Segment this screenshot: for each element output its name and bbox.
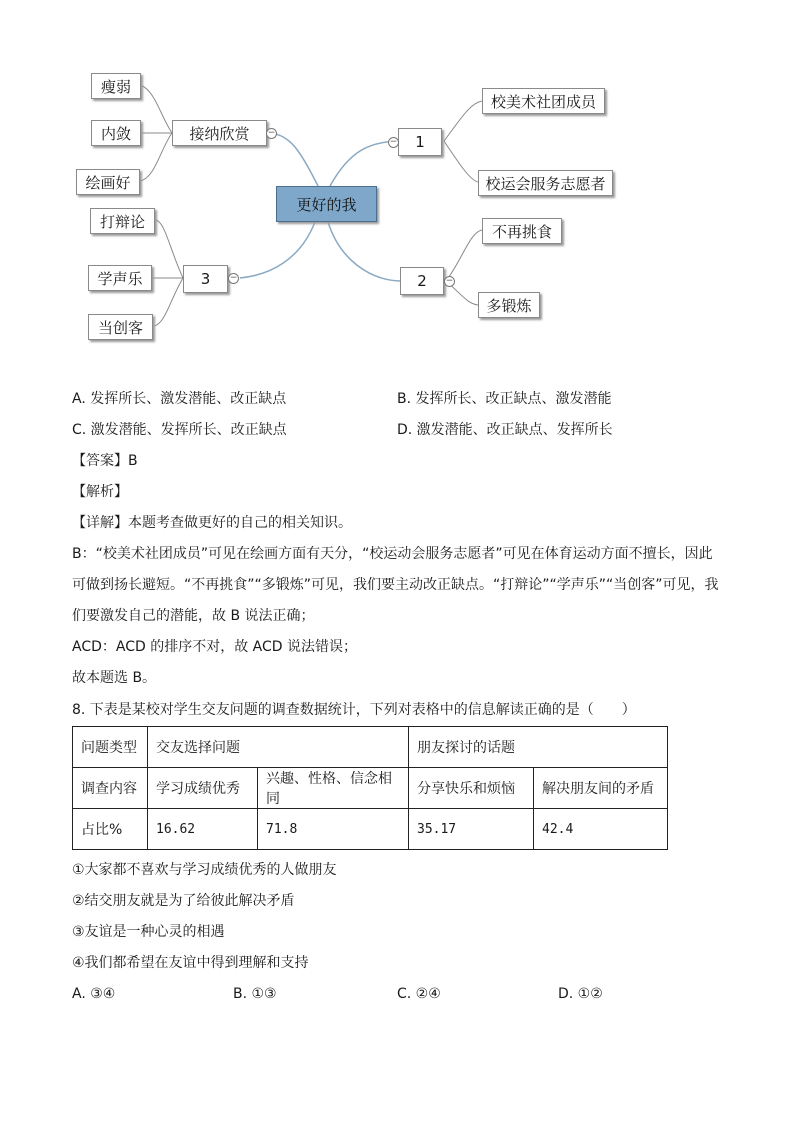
option-c: C. 激发潜能、发挥所长、改正缺点 (72, 422, 287, 438)
detail-heading: 【详解】本题考查做更好的自己的相关知识。 (72, 515, 352, 531)
table-cell: 71.8 (258, 809, 409, 850)
table-cell: 35.17 (409, 809, 534, 850)
answer: 【答案】B (72, 453, 138, 469)
branch-1-child-2: 校运会服务志愿者 (478, 170, 613, 196)
q8-option-c: C. ②④ (397, 986, 441, 1002)
table-cell: 问题类型 (73, 727, 148, 768)
table-cell: 兴趣、性格、信念相同 (258, 768, 409, 809)
branch-3-node: 3 (183, 265, 228, 293)
explanation-line: 故本题选 B。 (72, 670, 157, 686)
table-cell: 交友选择问题 (148, 727, 409, 768)
q8-option-a: A. ③④ (72, 986, 116, 1002)
statement-2: ②结交朋友就是为了给彼此解决矛盾 (72, 893, 295, 909)
explanation-line: B：“校美术社团成员”可见在绘画方面有天分，“校运动会服务志愿者”可见在体育运动方面不擅长，因此 (72, 546, 713, 562)
q8-option-d: D. ①② (558, 986, 603, 1002)
mind-map (0, 0, 794, 360)
table-cell: 学习成绩优秀 (148, 768, 258, 809)
collapse-icon[interactable]: − (229, 273, 238, 283)
option-d: D. 激发潜能、改正缺点、发挥所长 (397, 422, 613, 438)
branch-4-child-1: 瘦弱 (91, 73, 141, 99)
option-b: B. 发挥所长、改正缺点、激发潜能 (397, 391, 612, 407)
branch-3-child-3: 当创客 (88, 314, 153, 340)
branch-4-child-2: 内敛 (91, 120, 141, 146)
branch-4-node: 接纳欣赏 (172, 120, 267, 146)
table-cell: 解决朋友间的矛盾 (534, 768, 668, 809)
collapse-icon[interactable]: − (267, 128, 276, 138)
branch-3-child-1: 打辩论 (90, 208, 155, 234)
question-8-stem: 8. 下表是某校对学生交友问题的调查数据统计，下列对表格中的信息解读正确的是（ ） (72, 702, 636, 718)
analysis-heading: 【解析】 (72, 484, 128, 500)
branch-1-child-1: 校美术社团成员 (482, 88, 605, 114)
collapse-icon[interactable]: − (445, 276, 454, 286)
collapse-icon[interactable]: − (389, 137, 398, 147)
branch-2-child-2: 多锻炼 (478, 292, 540, 318)
table-row (73, 768, 668, 809)
branch-1-node: 1 (398, 128, 442, 156)
q8-option-b: B. ①③ (233, 986, 277, 1002)
mind-map-center-node: 更好的我 (276, 186, 377, 222)
table-row (73, 809, 668, 850)
branch-4-child-3: 绘画好 (76, 169, 140, 195)
statement-4: ④我们都希望在友谊中得到理解和支持 (72, 955, 309, 971)
survey-table (72, 726, 668, 850)
table-cell: 朋友探讨的话题 (409, 727, 668, 768)
branch-2-child-1: 不再挑食 (482, 218, 562, 244)
table-cell: 分享快乐和烦恼 (409, 768, 534, 809)
option-a: A. 发挥所长、激发潜能、改正缺点 (72, 391, 287, 407)
table-cell: 42.4 (534, 809, 668, 850)
explanation-line: 可做到扬长避短。“不再挑食”“多锻炼”可见，我们要主动改正缺点。“打辩论”“学声乐”“当创客”可见，我 (72, 577, 719, 593)
table-cell: 16.62 (148, 809, 258, 850)
branch-3-child-2: 学声乐 (88, 265, 152, 291)
branch-2-node: 2 (400, 267, 444, 295)
table-cell: 调查内容 (73, 768, 148, 809)
statement-1: ①大家都不喜欢与学习成绩优秀的人做朋友 (72, 862, 337, 878)
table-row (73, 727, 668, 768)
explanation-line: 们要激发自己的潜能，故 B 说法正确； (72, 608, 315, 624)
table-cell: 占比% (73, 809, 148, 850)
explanation-line: ACD：ACD 的排序不对，故 ACD 说法错误； (72, 639, 358, 655)
statement-3: ③友谊是一种心灵的相遇 (72, 924, 225, 940)
